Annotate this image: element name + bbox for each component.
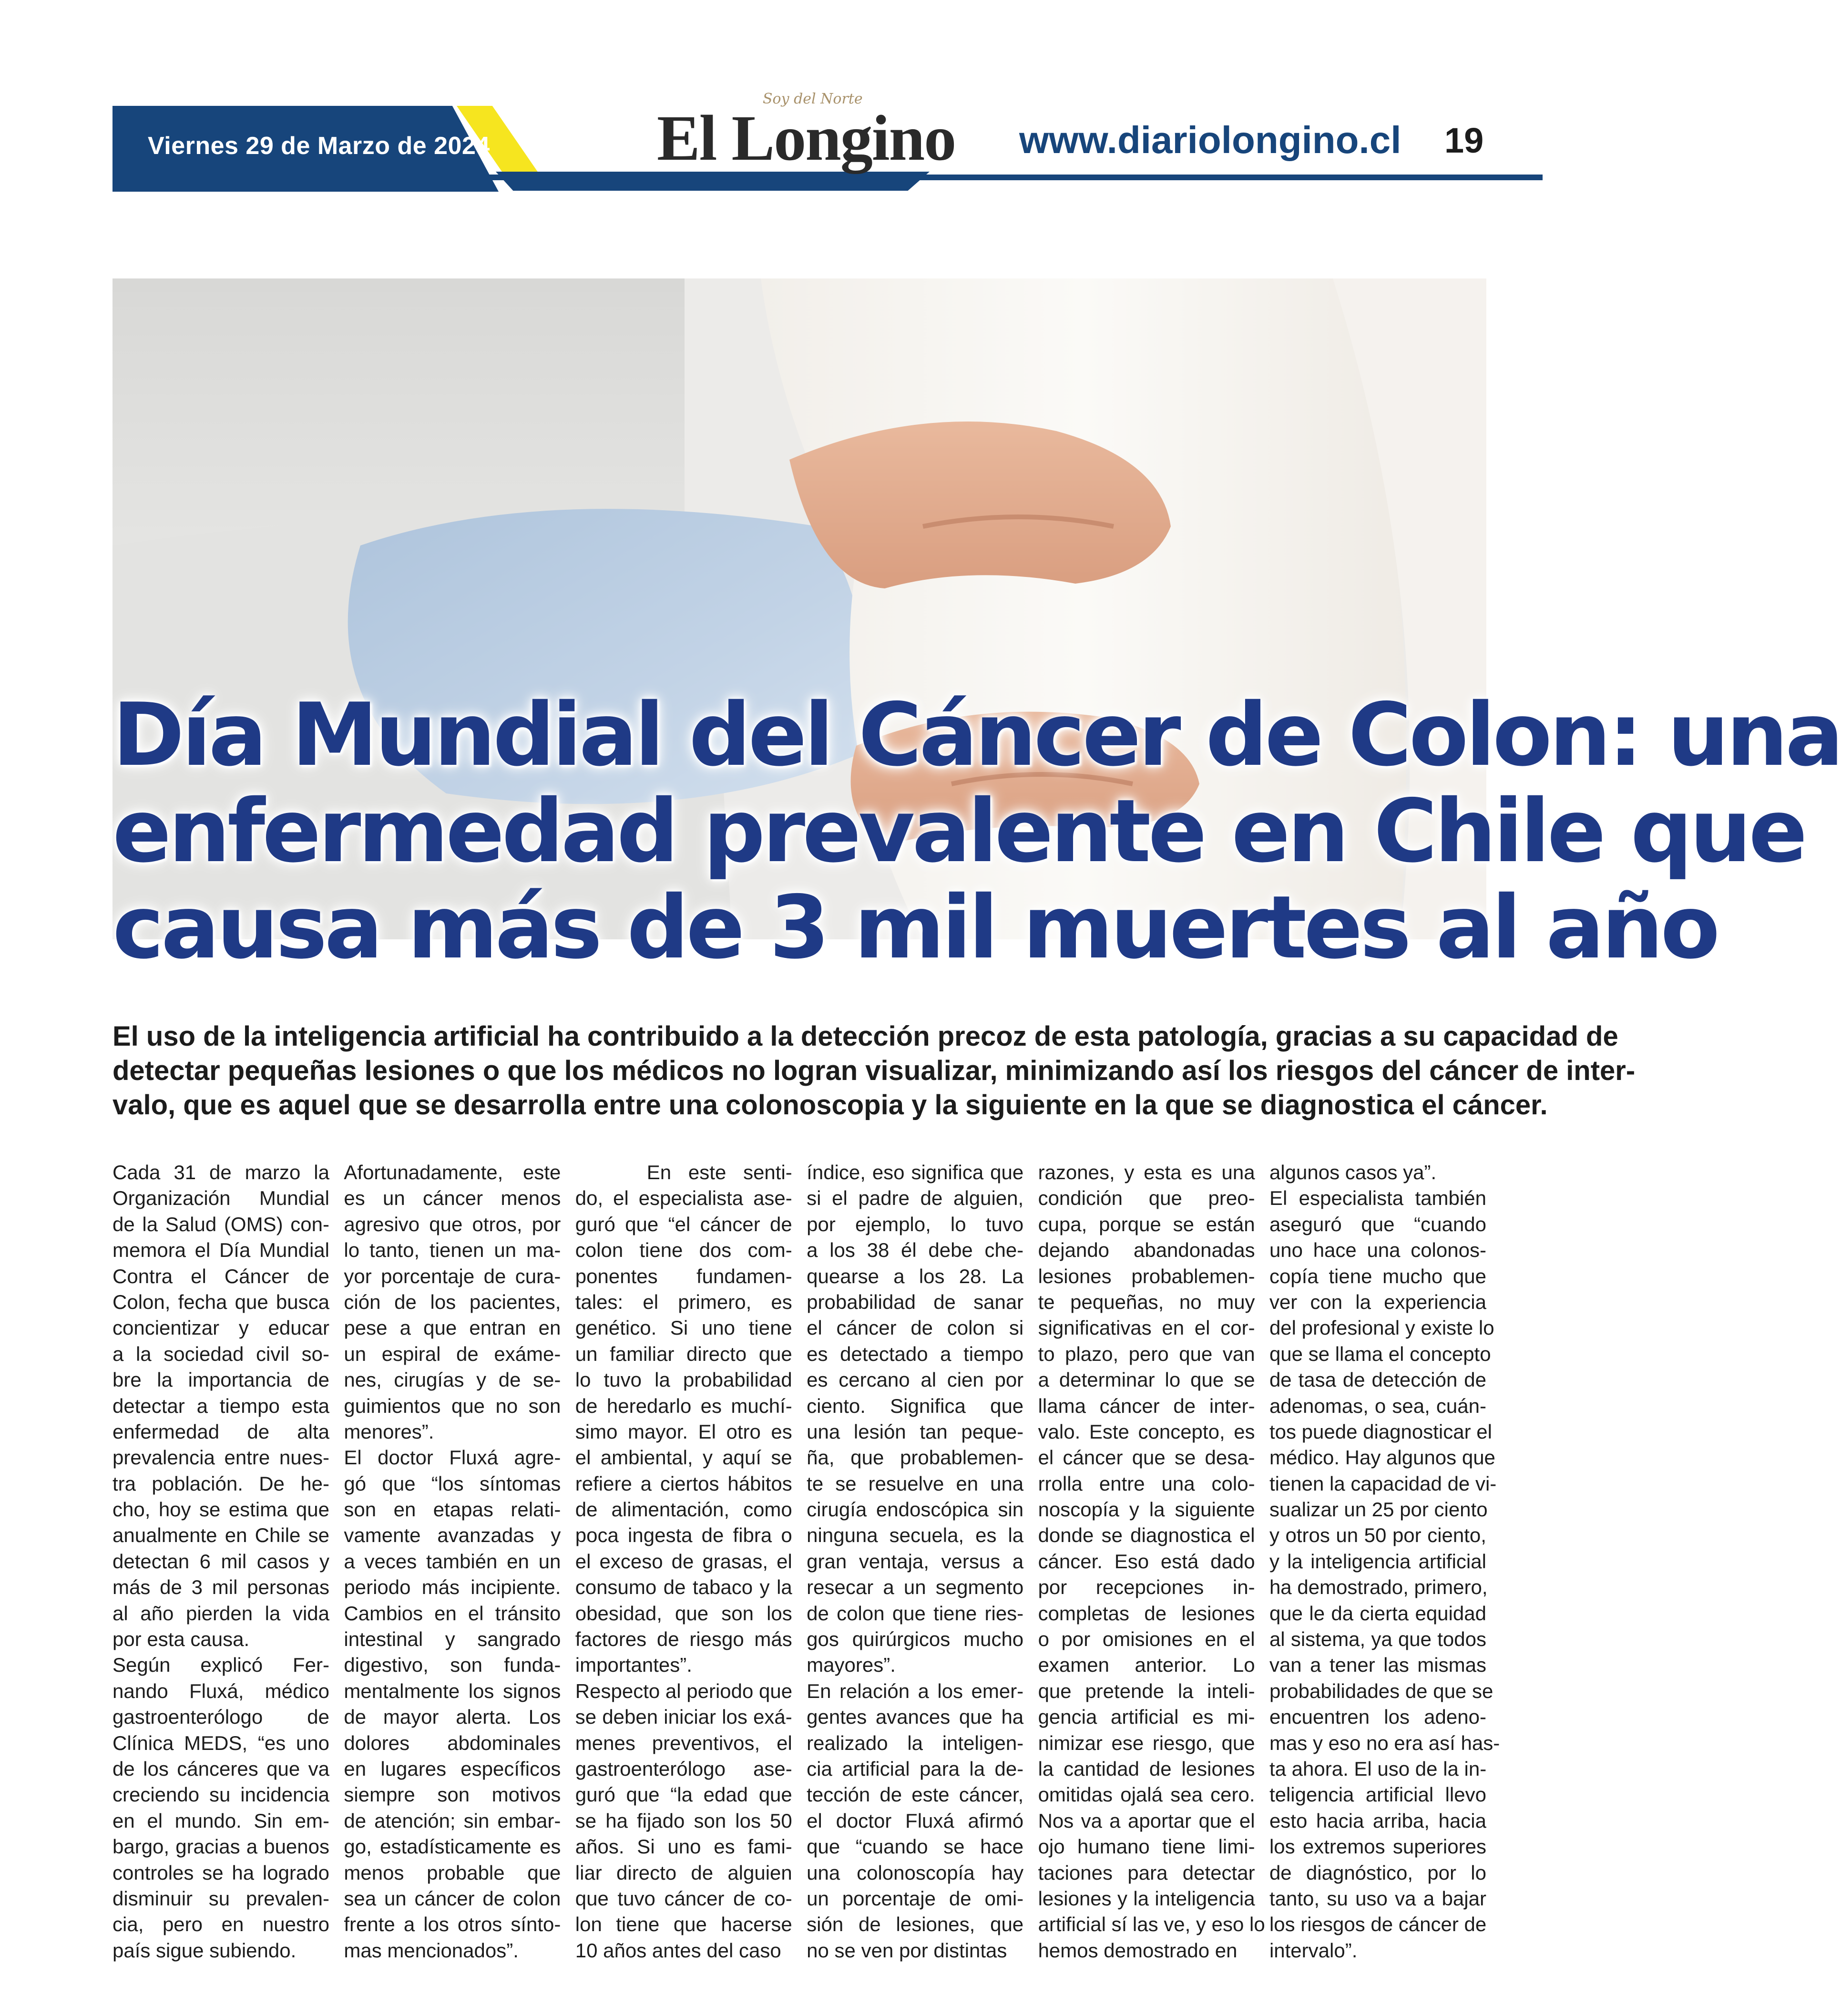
body-text-line: sión de lesiones, que bbox=[807, 1913, 1024, 1936]
body-text-line: vamente avanzadas y bbox=[344, 1524, 561, 1547]
body-text-line: que le da cierta equidad bbox=[1269, 1602, 1486, 1625]
body-text-line: de alimentación, como bbox=[575, 1498, 792, 1521]
body-text-line: de tasa de detección de bbox=[1269, 1368, 1486, 1391]
body-text-line: a veces también en un bbox=[344, 1550, 561, 1573]
body-text-line: país sigue subiendo. bbox=[113, 1939, 297, 1962]
body-text-line: y otros un 50 por ciento, bbox=[1269, 1524, 1486, 1547]
article-body bbox=[113, 1160, 1500, 1975]
body-text-line: van a tener las mismas bbox=[1269, 1654, 1486, 1677]
article-lead bbox=[113, 1019, 1636, 1122]
lead-line: El uso de la inteligencia artificial ha contribuido a la detección precoz de esta patología, gracias a su capacidad de bbox=[113, 1021, 1618, 1052]
body-text-line: un porcentaje de omi- bbox=[807, 1887, 1024, 1910]
page-number: 19 bbox=[1444, 121, 1484, 160]
body-text-line: al sistema, ya que todos bbox=[1269, 1628, 1486, 1651]
body-text-line: nando Fluxá, médico bbox=[113, 1679, 329, 1702]
body-text-line: ninguna secuela, es la bbox=[807, 1524, 1024, 1547]
body-text-line: gencia artificial es mi- bbox=[1038, 1706, 1255, 1728]
body-text-line: bargo, gracias a buenos bbox=[113, 1835, 329, 1858]
body-text-line: y la inteligencia artificial bbox=[1269, 1550, 1486, 1573]
body-text-line: disminuir su prevalen- bbox=[113, 1887, 329, 1910]
body-text-line: un familiar directo que bbox=[575, 1342, 792, 1365]
body-text-line: tanto, su uso va a bajar bbox=[1269, 1887, 1486, 1910]
body-text-line: consumo de tabaco y la bbox=[575, 1576, 792, 1599]
text-column bbox=[113, 1160, 329, 1975]
body-text-line: intestinal y sangrado bbox=[344, 1628, 561, 1651]
body-text-line: 10 años antes del caso bbox=[575, 1939, 781, 1962]
body-text-line: cia, pero en nuestro bbox=[113, 1913, 329, 1936]
body-text-line: noscopía y la siguiente bbox=[1038, 1498, 1255, 1521]
body-text-line: hemos demostrado en bbox=[1038, 1939, 1238, 1962]
text-column bbox=[1038, 1160, 1265, 1975]
body-text-line: El doctor Fluxá agre- bbox=[344, 1446, 561, 1469]
body-text-line: detectar a tiempo esta bbox=[113, 1394, 329, 1417]
body-text-line: condición que preo- bbox=[1038, 1187, 1255, 1210]
body-text-line: lon tiene que hacerse bbox=[575, 1913, 792, 1936]
body-text-line: al año pierden la vida bbox=[113, 1602, 329, 1625]
body-text-line: de heredarlo es muchí- bbox=[575, 1394, 792, 1417]
body-text-line: obesidad, que son los bbox=[575, 1602, 792, 1625]
body-text-line: la cantidad de lesiones bbox=[1038, 1757, 1255, 1780]
body-text-line: mayores”. bbox=[807, 1654, 896, 1677]
issue-date: Viernes 29 de Marzo de 2024 bbox=[148, 132, 490, 160]
body-text-line: gran ventaja, versus a bbox=[807, 1550, 1024, 1573]
body-text-line: valo. Este concepto, es bbox=[1038, 1420, 1255, 1443]
body-text-line: Organización Mundial bbox=[113, 1187, 329, 1210]
body-text-line: lo tanto, tienen un ma- bbox=[344, 1239, 561, 1262]
site-url-link[interactable]: www.diariolongino.cl bbox=[1019, 119, 1401, 161]
headline-line: Día Mundial del Cáncer de Colon: una bbox=[113, 684, 1841, 785]
body-text-line: ponentes fundamen- bbox=[575, 1265, 792, 1287]
lead-line: detectar pequeñas lesiones o que los médicos no logran visualizar, minimizando así los riesgos del cáncer de inter- bbox=[113, 1055, 1636, 1086]
body-text-line: simo mayor. El otro es bbox=[575, 1420, 792, 1443]
body-text-line: guimientos que no son bbox=[344, 1394, 561, 1417]
body-text-line: uno hace una colonos- bbox=[1269, 1239, 1486, 1262]
body-text-line: el doctor Fluxá afirmó bbox=[807, 1809, 1024, 1832]
body-text-line: ha demostrado, primero, bbox=[1269, 1576, 1488, 1599]
body-text-line: cho, hoy se estima que bbox=[113, 1498, 329, 1521]
body-text-line: menes preventivos, el bbox=[575, 1731, 792, 1754]
body-text-line: que tuvo cáncer de co- bbox=[575, 1887, 792, 1910]
body-text-line: copía tiene mucho que bbox=[1269, 1265, 1486, 1287]
body-text-line: probabilidades de que se bbox=[1269, 1679, 1493, 1702]
body-text-line: te se resuelve en una bbox=[807, 1472, 1024, 1495]
body-text-line: de mayor alerta. Los bbox=[344, 1706, 561, 1728]
body-text-line: anualmente en Chile se bbox=[113, 1524, 329, 1547]
body-text-line: Según explicó Fer- bbox=[113, 1654, 329, 1677]
body-text-line: menos probable que bbox=[344, 1861, 561, 1884]
body-text-line: Colon, fecha que busca bbox=[113, 1290, 329, 1313]
body-text-line: tienen la capacidad de vi- bbox=[1269, 1472, 1497, 1495]
body-text-line: en el mundo. Sin em- bbox=[113, 1809, 329, 1832]
body-text-line: ciento. Significa que bbox=[807, 1394, 1024, 1417]
body-text-line: frente a los otros sínto- bbox=[344, 1913, 561, 1936]
body-text-line: encuentren los adeno- bbox=[1269, 1706, 1486, 1728]
body-text-line: importantes”. bbox=[575, 1654, 692, 1677]
body-text-line: ña, que probablemen- bbox=[807, 1446, 1024, 1469]
body-text-line: te pequeñas, no muy bbox=[1038, 1290, 1255, 1313]
body-text-line: gentes avances que ha bbox=[807, 1706, 1024, 1728]
body-text-line: o por omisiones en el bbox=[1038, 1628, 1255, 1651]
body-text-line: una colonoscopía hay bbox=[807, 1861, 1024, 1884]
body-text-line: de diagnóstico, por lo bbox=[1269, 1861, 1486, 1884]
body-text-line: gó que “los síntomas bbox=[344, 1472, 561, 1495]
body-text-line: significativas en el cor- bbox=[1038, 1317, 1255, 1339]
body-text-line: el cáncer de colon si bbox=[807, 1317, 1024, 1339]
body-text-line: to plazo, pero que van bbox=[1038, 1342, 1255, 1365]
body-text-line: de los cánceres que va bbox=[113, 1757, 329, 1780]
body-text-line: en lugares específicos bbox=[344, 1757, 561, 1780]
body-text-line: que se llama el concepto bbox=[1269, 1342, 1491, 1365]
body-text-line: mas mencionados”. bbox=[344, 1939, 519, 1962]
body-text-line: que “cuando se hace bbox=[807, 1835, 1024, 1858]
body-text-line: se ha fijado son los 50 bbox=[575, 1809, 792, 1832]
text-column bbox=[575, 1160, 792, 1975]
body-text-line: gastroenterólogo ase- bbox=[575, 1757, 792, 1780]
body-text-line: rrolla entre una colo- bbox=[1038, 1472, 1255, 1495]
body-text-line: es cercano al cien por bbox=[807, 1368, 1024, 1391]
body-text-line: cirugía endoscópica sin bbox=[807, 1498, 1024, 1521]
body-text-line: En este senti- bbox=[646, 1161, 792, 1183]
body-text-line: gos quirúrgicos mucho bbox=[807, 1628, 1024, 1651]
body-text-line: más de 3 mil personas bbox=[113, 1576, 329, 1599]
body-text-line: médico. Hay algunos que bbox=[1269, 1446, 1495, 1469]
body-text-line: es detectado a tiempo bbox=[807, 1342, 1024, 1365]
logo-text: El Longino bbox=[657, 103, 956, 174]
body-text-line: a determinar lo que se bbox=[1038, 1368, 1255, 1391]
body-text-line: los extremos superiores bbox=[1269, 1835, 1486, 1858]
body-text-line: nimizar ese riesgo, que bbox=[1038, 1731, 1255, 1754]
body-text-line: El especialista también bbox=[1269, 1187, 1486, 1210]
body-text-line: creciendo su incidencia bbox=[113, 1783, 329, 1806]
body-text-line: En relación a los emer- bbox=[807, 1679, 1024, 1702]
body-text-line: por recepciones in- bbox=[1038, 1576, 1255, 1599]
lead-line: valo, que es aquel que se desarrolla entre una colonoscopia y la siguiente en la que se diagnostica el cáncer. bbox=[113, 1090, 1548, 1121]
body-text-line: mas y eso no era así has- bbox=[1269, 1731, 1500, 1754]
body-text-line: un espiral de exáme- bbox=[344, 1342, 561, 1365]
headline-line: causa más de 3 mil muertes al año bbox=[113, 877, 1718, 978]
body-text-line: quearse a los 28. La bbox=[807, 1265, 1024, 1287]
body-text-line: ción de los pacientes, bbox=[344, 1290, 561, 1313]
body-text-line: por ejemplo, lo tuvo bbox=[807, 1213, 1024, 1235]
body-text-line: a los 38 él debe che- bbox=[807, 1239, 1024, 1262]
body-text-line: ta ahora. El uso de la in- bbox=[1269, 1757, 1487, 1780]
body-text-line: llama cáncer de inter- bbox=[1038, 1394, 1255, 1417]
body-text-line: Clínica MEDS, “es uno bbox=[113, 1731, 329, 1754]
body-text-line: yor porcentaje de cura- bbox=[344, 1265, 561, 1287]
body-text-line: a la sociedad civil so- bbox=[113, 1342, 329, 1365]
body-text-line: resecar a un segmento bbox=[807, 1576, 1024, 1599]
body-text-line: probabilidad de sanar bbox=[807, 1290, 1024, 1313]
body-text-line: no se ven por distintas bbox=[807, 1939, 1007, 1962]
body-text-line: bre la importancia de bbox=[113, 1368, 329, 1391]
body-text-line: realizado la inteligen- bbox=[807, 1731, 1024, 1754]
body-text-line: de la Salud (OMS) con- bbox=[113, 1213, 329, 1235]
body-text-line: artificial sí las ve, y eso lo bbox=[1038, 1913, 1265, 1936]
body-text-line: Nos va a aportar que el bbox=[1038, 1809, 1255, 1832]
body-text-line: periodo más incipiente. bbox=[344, 1576, 561, 1599]
body-text-line: cia artificial para la de- bbox=[807, 1757, 1024, 1780]
body-text-line: por esta causa. bbox=[113, 1628, 250, 1651]
body-text-line: de atención; sin embar- bbox=[344, 1809, 561, 1832]
body-text-line: gastroenterólogo de bbox=[113, 1706, 329, 1728]
body-text-line: aseguró que “cuando bbox=[1269, 1213, 1486, 1235]
body-text-line: siempre son motivos bbox=[344, 1783, 561, 1806]
body-text-line: guró que “la edad que bbox=[575, 1783, 792, 1806]
body-text-line: refiere a ciertos hábitos bbox=[575, 1472, 792, 1495]
body-text-line: completas de lesiones bbox=[1038, 1602, 1255, 1625]
logo-tagline: Soy del Norte bbox=[763, 91, 863, 107]
body-text-line: guró que “el cáncer de bbox=[575, 1213, 792, 1235]
body-text-line: algunos casos ya”. bbox=[1269, 1161, 1437, 1183]
body-text-line: del profesional y existe lo bbox=[1269, 1317, 1494, 1339]
body-text-line: lesiones probablemen- bbox=[1038, 1265, 1255, 1287]
body-text-line: genético. Si uno tiene bbox=[575, 1317, 792, 1339]
body-text-line: tección de este cáncer, bbox=[807, 1783, 1024, 1806]
body-text-line: poca ingesta de fibra o bbox=[575, 1524, 792, 1547]
body-text-line: el cáncer que se desa- bbox=[1038, 1446, 1255, 1469]
body-text-line: sea un cáncer de colon bbox=[344, 1887, 561, 1910]
article-headline bbox=[113, 684, 1841, 978]
body-text-line: adenomas, o sea, cuán- bbox=[1269, 1394, 1486, 1417]
body-text-line: do, el especialista ase- bbox=[575, 1187, 792, 1210]
body-text-line: go, estadísticamente es bbox=[344, 1835, 561, 1858]
body-text-line: menores”. bbox=[344, 1420, 434, 1443]
body-text-line: razones, y esta es una bbox=[1038, 1161, 1255, 1183]
body-text-line: mentalmente los signos bbox=[344, 1679, 561, 1702]
body-text-line: de colon que tiene ries- bbox=[807, 1602, 1024, 1625]
body-text-line: pese a que entran en bbox=[344, 1317, 561, 1339]
body-text-line: concientizar y educar bbox=[113, 1317, 329, 1339]
body-text-line: cáncer. Eso está dado bbox=[1038, 1550, 1255, 1573]
body-text-line: sualizar un 25 por ciento bbox=[1269, 1498, 1488, 1521]
body-text-line: Contra el Cáncer de bbox=[113, 1265, 329, 1287]
body-text-line: liar directo de alguien bbox=[575, 1861, 792, 1884]
body-text-line: colon tiene dos com- bbox=[575, 1239, 792, 1262]
body-text-line: índice, eso significa que bbox=[807, 1161, 1024, 1183]
body-text-line: prevalencia entre nues- bbox=[113, 1446, 329, 1469]
body-text-line: omitidas ojalá sea cero. bbox=[1038, 1783, 1255, 1806]
body-text-line: examen anterior. Lo bbox=[1038, 1654, 1255, 1677]
body-text-line: si el padre de alguien, bbox=[807, 1187, 1024, 1210]
body-text-line: digestivo, son funda- bbox=[344, 1654, 561, 1677]
body-text-line: intervalo”. bbox=[1269, 1939, 1358, 1962]
body-text-line: tos puede diagnosticar el bbox=[1269, 1420, 1492, 1443]
body-text-line: Cambios en el tránsito bbox=[344, 1602, 561, 1625]
body-text-line: cupa, porque se están bbox=[1038, 1213, 1255, 1235]
body-text-line: detectan 6 mil casos y bbox=[113, 1550, 329, 1573]
body-text-line: donde se diagnostica el bbox=[1038, 1524, 1255, 1547]
body-text-line: el exceso de grasas, el bbox=[575, 1550, 792, 1573]
body-text-line: se deben iniciar los exá- bbox=[575, 1706, 792, 1728]
body-text-line: los riesgos de cáncer de bbox=[1269, 1913, 1487, 1936]
body-text-line: ver con la experiencia bbox=[1269, 1290, 1486, 1313]
body-text-line: taciones para detectar bbox=[1038, 1861, 1255, 1884]
body-text-line: Afortunadamente, este bbox=[344, 1161, 561, 1183]
text-column bbox=[344, 1160, 561, 1975]
body-text-line: son en etapas relati- bbox=[344, 1498, 561, 1521]
body-text-line: que pretende la inteli- bbox=[1038, 1679, 1255, 1702]
body-text-line: tales: el primero, es bbox=[575, 1290, 792, 1313]
body-text-line: memora el Día Mundial bbox=[113, 1239, 329, 1262]
body-text-line: Respecto al periodo que bbox=[575, 1679, 793, 1702]
text-column bbox=[1269, 1160, 1500, 1975]
headline-line: enfermedad prevalente en Chile que bbox=[113, 781, 1805, 882]
body-text-line: lesiones y la inteligencia bbox=[1038, 1887, 1255, 1910]
body-text-line: enfermedad de alta bbox=[113, 1420, 329, 1443]
body-text-line: teligencia artificial llevo bbox=[1269, 1783, 1486, 1806]
body-text-line: dolores abdominales bbox=[344, 1731, 561, 1754]
body-text-line: factores de riesgo más bbox=[575, 1628, 792, 1651]
body-text-line: Cada 31 de marzo la bbox=[113, 1161, 329, 1183]
body-text-line: agresivo que otros, por bbox=[344, 1213, 561, 1235]
body-text-line: dejando abandonadas bbox=[1038, 1239, 1255, 1262]
body-text-line: el ambiental, y aquí se bbox=[575, 1446, 792, 1469]
body-text-line: nes, cirugías y de se- bbox=[344, 1368, 561, 1391]
body-text-line: tra población. De he- bbox=[113, 1472, 329, 1495]
body-text-line: años. Si uno es fami- bbox=[575, 1835, 792, 1858]
text-column bbox=[807, 1160, 1023, 1975]
masthead-logo[interactable] bbox=[657, 91, 972, 172]
body-text-line: ojo humano tiene limi- bbox=[1038, 1835, 1255, 1858]
body-text-line: una lesión tan peque- bbox=[807, 1420, 1024, 1443]
body-text-line: lo tuvo la probabilidad bbox=[575, 1368, 792, 1391]
body-text-line: es un cáncer menos bbox=[344, 1187, 561, 1210]
body-text-line: esto hacia arriba, hacia bbox=[1269, 1809, 1486, 1832]
body-text-line: controles se ha logrado bbox=[113, 1861, 329, 1884]
